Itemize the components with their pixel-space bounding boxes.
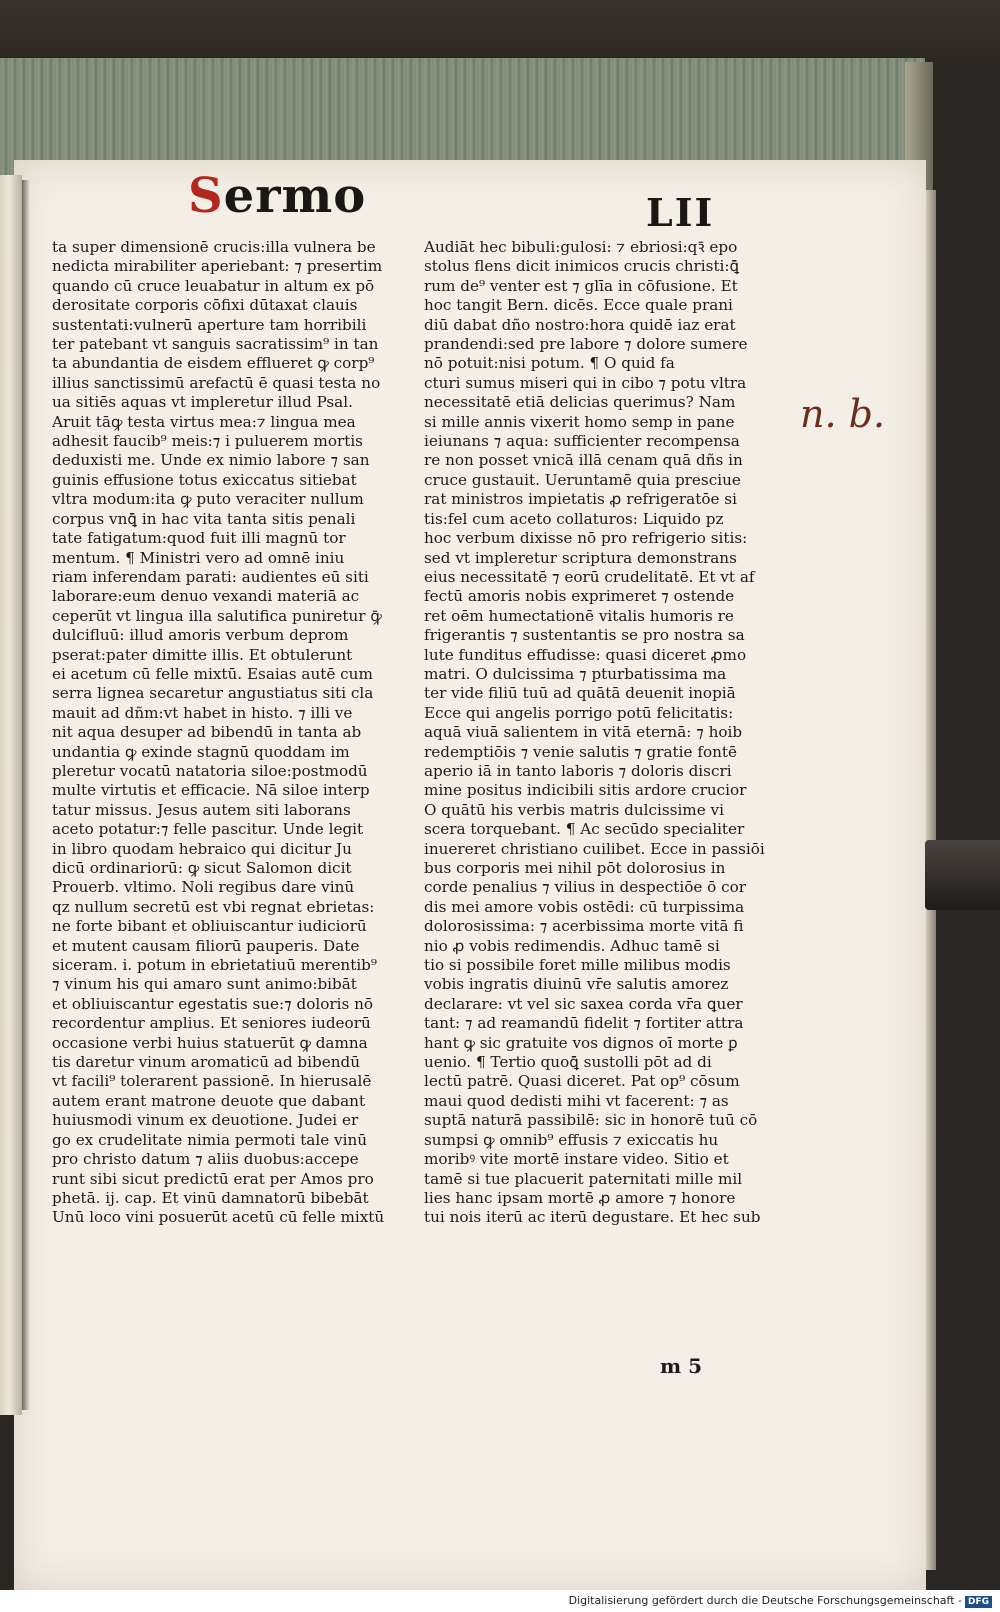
text-line: mauit ad dñm:vt habet in histo. ⁊ illi ve — [52, 703, 353, 722]
text-line: cruce gustauit. Ueruntamē quia presciue — [424, 470, 741, 489]
text-line: ⁊ vinum his qui amaro sunt animo:bibāt — [52, 975, 357, 994]
text-line: ne forte bibant et obliuiscantur iudiciorū — [52, 917, 367, 936]
text-line: tamē si tue placuerit paternitati mille mil — [424, 1169, 743, 1188]
text-line: nio ꝓ vobis redimendis. Adhuc tamē si — [424, 936, 720, 955]
text-line: adhesit faucib⁹ meis:⁊ i puluerem mortis — [52, 432, 363, 451]
text-line: phetā. ij. cap. Et vinū damnatorū bibebāt — [52, 1188, 369, 1207]
text-line: aceto potatur:⁊ felle pascitur. Unde legit — [52, 820, 364, 839]
text-line: suptā naturā passibilē: sic in honorē tuū cō — [424, 1111, 758, 1130]
text-line: vt facili⁹ tolerarent passionē. In hierusalē — [52, 1072, 372, 1091]
text-line: riam inferendam parati: audientes eū siti — [52, 567, 369, 586]
text-line: re non posset vnicā illā cenam quā dñs in — [424, 451, 743, 470]
text-line: vobis ingratis diuinū vr̄e salutis amorez — [424, 975, 729, 994]
text-line: aperio iā in tanto laboris ⁊ doloris discri — [424, 761, 732, 780]
text-line: tis daretur vinum aromaticū ad bibendū — [52, 1053, 360, 1072]
text-line: pleretur vocatū natatoria siloe:postmodū — [52, 761, 368, 780]
text-line: ter vide filiū tuū ad quātā deuenit inopiā — [424, 684, 736, 703]
folio-number: LII — [646, 190, 715, 235]
text-line: et mutent causam filiorū pauperis. Date — [52, 936, 360, 955]
text-line: dicū ordinariorū: ꝙ sicut Salomon dicit — [52, 859, 352, 877]
text-line: in libro quodam hebraico qui dicitur Ju — [52, 839, 352, 858]
text-line: recordentur amplius. Et seniores iudeorū — [52, 1014, 371, 1033]
text-line: sed vt impleretur scriptura demonstrans — [424, 548, 737, 567]
text-line: necessitatē etiā delicias querimus? Nam — [424, 393, 736, 412]
text-line: runt sibi sicut predictū erat per Amos pro — [52, 1169, 374, 1188]
text-line: tatur missus. Jesus autem siti laborans — [52, 800, 351, 819]
text-line: nedicta mirabiliter aperiebant: ⁊ presertim — [52, 257, 383, 276]
text-line: rat ministros impietatis ꝓ refrigeratōe si — [424, 490, 737, 509]
book-clasp — [925, 840, 1000, 910]
text-line: lies hanc ipsam mortē ꝓ amore ⁊ honore — [424, 1188, 736, 1207]
text-line: maui quod dedisti mihi vt facerent: ⁊ as — [424, 1091, 729, 1110]
text-line: bus corporis mei nihil pōt dolorosius in — [424, 859, 726, 877]
text-line: frigerantis ⁊ sustentantis se pro nostra sa — [424, 626, 745, 645]
text-line: Aruit tāꝙ testa virtus mea:⁊ lingua mea — [52, 412, 356, 431]
text-line: ret oēm humectationē vitalis humoris re — [424, 606, 734, 625]
text-line: ter patebant vt sanguis sacratissim⁹ in tan — [52, 335, 379, 354]
text-line: pro christo datum ⁊ aliis duobus:accepe — [52, 1150, 359, 1169]
text-line: nō potuit:nisi potum. ¶ O quid fa — [424, 354, 675, 373]
text-line: quando cū cruce leuabatur in altum ex pō — [52, 276, 375, 295]
text-line: inuereret christiano cuilibet. Ecce in passiōi — [424, 839, 765, 858]
text-line: siceram. i. potum in ebrietatiuū merentib⁹ — [52, 956, 377, 975]
text-line: Prouerb. vltimo. Noli regibus dare vinū — [52, 878, 355, 897]
text-line: matri. O dulcissima ⁊ pturbatissima ma — [424, 664, 727, 683]
right-text-column — [424, 238, 774, 1228]
text-line: mentum. ¶ Ministri vero ad omnē iniu — [52, 548, 345, 567]
text-line: stolus flens dicit inimicos crucis christi:ꝗ̄ — [424, 257, 740, 276]
facing-page-curl — [0, 175, 22, 1415]
text-line: guinis effusione totus exiccatus sitiebat — [52, 470, 357, 489]
text-line: rum de⁹ venter est ⁊ glīa in cōfusione. Et — [424, 276, 738, 295]
text-line: lute funditus effudisse: quasi diceret ꝓmo — [424, 645, 747, 664]
text-line: sumpsi ꝙ omnib⁹ effusis ⁊ exiccatis hu — [424, 1130, 719, 1149]
text-line: diū dabat dño nostro:hora quidē iaz erat — [424, 315, 736, 334]
text-line: ieiunans ⁊ aqua: sufficienter recompensa — [424, 432, 740, 451]
text-line: illius sanctissimū arefactū ē quasi testa no — [52, 373, 381, 392]
text-line: dulcifluū: illud amoris verbum deprom — [52, 626, 349, 645]
text-line: pserat:pater dimitte illis. Et obtulerunt — [52, 645, 353, 664]
text-line: dolorosissima: ⁊ acerbissima morte vitā fi — [424, 917, 744, 936]
margin-note: n. b. — [800, 392, 886, 436]
text-line: cturi sumus miseri qui in cibo ⁊ potu vltra — [424, 373, 747, 392]
text-line: autem erant matrone deuote que dabant — [52, 1091, 366, 1110]
text-line: tate fatigatum:quod fuit illi magnū tor — [52, 529, 346, 548]
text-line: fectū amoris nobis exprimeret ⁊ ostende — [424, 587, 735, 606]
footer-credit: Digitalisierung gefördert durch die Deutsche Forschungsgemeinschaft - DFG — [569, 1594, 992, 1608]
gutter-shadow — [22, 180, 30, 1410]
text-line: derositate corporis cōfixi dūtaxat clauis — [52, 296, 358, 315]
text-line: redemptiōis ⁊ venie salutis ⁊ gratie fontē — [424, 742, 737, 761]
text-line: multe virtutis et efficacie. Nā siloe interp — [52, 781, 370, 800]
running-head: Sermo — [188, 168, 367, 224]
text-line: prandendi:sed pre labore ⁊ dolore sumere — [424, 335, 748, 354]
dfg-logo: DFG — [965, 1596, 992, 1608]
text-line: hoc verbum dixisse nō pro refrigerio sitis: — [424, 529, 748, 548]
text-line: tio si possibile foret mille milibus modis — [424, 956, 731, 975]
text-line: Audiāt hec bibuli:gulosi: ⁊ ebriosi:qꝛ̄ epo — [424, 238, 738, 256]
text-line: tis:fel cum aceto collaturos: Liquido pz — [424, 509, 724, 528]
text-line: laborare:eum denuo vexandi materiā ac — [52, 587, 360, 606]
text-line: lectū patrē. Quasi diceret. Pat op⁹ cōsum — [424, 1072, 740, 1091]
text-line: ta super dimensionē crucis:illa vulnera be — [52, 238, 376, 256]
text-line: si mille annis vixerit homo semp in pane — [424, 412, 735, 431]
text-line: ceperūt vt lingua illa salutifica puniretur ꝙ̄ — [52, 606, 382, 625]
text-line: ta abundantia de eisdem efflueret ꝙ corp⁹ — [52, 354, 375, 373]
signature-mark: m 5 — [660, 1354, 703, 1378]
text-line: Ecce qui angelis porrigo potū felicitatis: — [424, 703, 734, 722]
text-line: deduxisti me. Unde ex nimio labore ⁊ san — [52, 451, 370, 470]
text-line: nit aqua desuper ad bibendū in tanta ab — [52, 723, 362, 742]
left-text-column — [52, 238, 402, 1228]
text-line: vltra modum:ita ꝙ puto veraciter nullum — [52, 490, 364, 509]
text-line: tant: ⁊ ad reamandū fidelit ⁊ fortiter attra — [424, 1014, 744, 1033]
text-line: sustentati:vulnerū aperture tam horribili — [52, 315, 367, 334]
text-line: scera torquebant. ¶ Ac secūdo specialiter — [424, 820, 745, 839]
text-line: et obliuiscantur egestatis sue:⁊ doloris nō — [52, 994, 374, 1013]
text-line: O quātū his verbis matris dulcissime vi — [424, 800, 724, 819]
text-line: hant ꝙ sic gratuite vos dignos oī morte ꝑ — [424, 1033, 738, 1052]
text-line: declarare: vt vel sic saxea corda vr̄a ꝗuer — [424, 994, 743, 1013]
text-line: eius necessitatē ⁊ eorū crudelitatē. Et vt af — [424, 567, 755, 586]
text-line: Unū loco vini posuerūt acetū cū felle mixtū — [52, 1208, 385, 1227]
text-line: corpus vnꝗ̄ in hac vita tanta sitis penali — [52, 509, 356, 528]
text-line: huiusmodi vinum ex deuotione. Judei er — [52, 1111, 359, 1130]
text-line: serra lignea secaretur angustiatus siti cla — [52, 684, 374, 703]
text-line: aquā viuā salientem in vitā eternā: ⁊ hoib — [424, 723, 743, 742]
text-line: tui nois iterū ac iterū degustare. Et hec sub — [424, 1208, 761, 1227]
text-line: uenio. ¶ Tertio quoꝗ̄ sustolli pōt ad di — [424, 1053, 712, 1072]
text-line: occasione verbi huius statuerūt ꝙ damna — [52, 1033, 368, 1052]
text-line: ei acetum cū felle mixtū. Esaias autē cum — [52, 664, 373, 683]
text-line: ua sitiēs aquas vt impleretur illud Psal. — [52, 393, 353, 412]
text-line: undantia ꝙ exinde stagnū quoddam im — [52, 742, 350, 761]
text-line: qz nullum secretū est vbi regnat ebrietas: — [52, 897, 375, 916]
text-line: moribꝰ vite mortē instare video. Sitio et — [424, 1150, 729, 1169]
text-line: go ex crudelitate nimia permoti tale vinū — [52, 1130, 368, 1149]
text-line: dis mei amore vobis ostēdi: cū turpissima — [424, 897, 745, 916]
text-line: corde penalius ⁊ vilius in despectiōe ō cor — [424, 878, 747, 897]
text-line: hoc tangit Bern. dicēs. Ecce quale prani — [424, 296, 733, 315]
text-line: mine positus indicibili sitis ardore crucior — [424, 781, 747, 800]
